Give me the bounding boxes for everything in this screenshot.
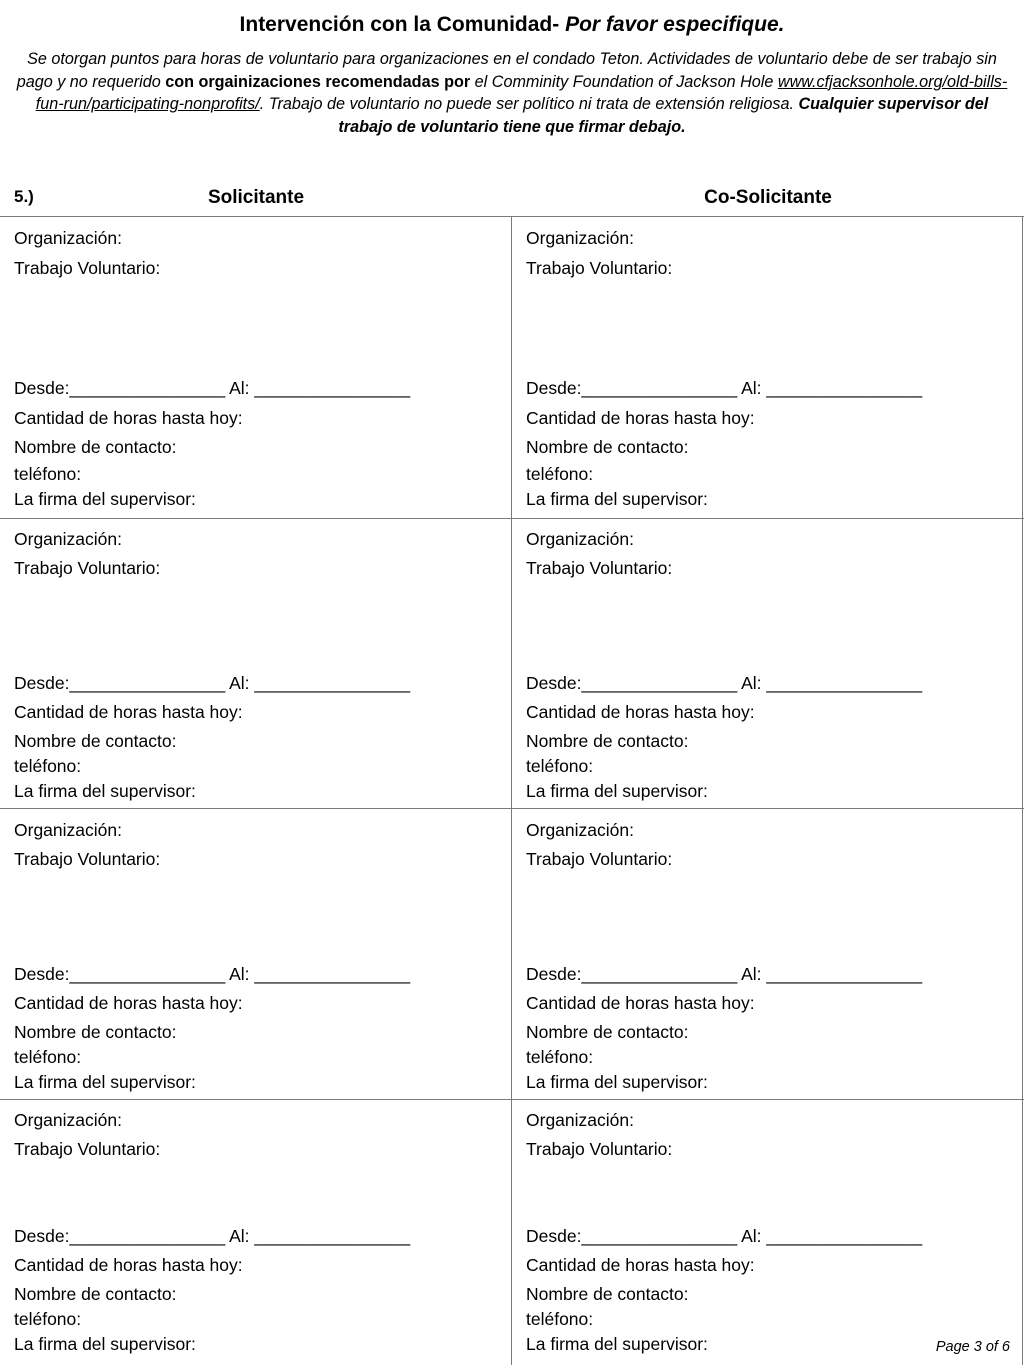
intro-bold-1: con orgainizaciones recomendadas por: [165, 72, 471, 91]
page-title: [0, 12, 1024, 38]
table-right-border: [1022, 216, 1023, 1365]
table-top-border: [0, 216, 1024, 217]
organization-field[interactable]: Organización:: [14, 1110, 122, 1130]
contact-name-field[interactable]: Nombre de contacto:: [526, 1284, 689, 1304]
volunteer-work-field[interactable]: Trabajo Voluntario:: [14, 558, 161, 578]
organization-field[interactable]: Organización:: [14, 820, 122, 840]
organization-field[interactable]: Organización:: [526, 820, 634, 840]
contact-name-field[interactable]: Nombre de contacto:: [14, 731, 177, 751]
hours-field[interactable]: Cantidad de horas hasta hoy:: [526, 702, 755, 722]
hours-field[interactable]: Cantidad de horas hasta hoy:: [526, 408, 755, 428]
phone-field[interactable]: teléfono:: [14, 464, 82, 484]
title-main: Intervención con la Comunidad-: [239, 13, 566, 36]
phone-field[interactable]: teléfono:: [526, 756, 594, 776]
hours-field[interactable]: Cantidad de horas hasta hoy:: [526, 993, 755, 1013]
signature-field[interactable]: La firma del supervisor:: [14, 489, 196, 509]
row-divider: [0, 1099, 1024, 1100]
contact-name-field[interactable]: Nombre de contacto:: [526, 731, 689, 751]
contact-name-field[interactable]: Nombre de contacto:: [14, 1284, 177, 1304]
volunteer-work-field[interactable]: Trabajo Voluntario:: [526, 849, 673, 869]
column-header-applicant: Solicitante: [207, 187, 305, 208]
volunteer-work-field[interactable]: Trabajo Voluntario:: [14, 1139, 161, 1159]
phone-field[interactable]: teléfono:: [14, 1309, 82, 1329]
phone-field[interactable]: teléfono:: [526, 1047, 594, 1067]
contact-name-field[interactable]: Nombre de contacto:: [14, 1022, 177, 1042]
volunteer-work-field[interactable]: Trabajo Voluntario:: [526, 1139, 673, 1159]
phone-field[interactable]: teléfono:: [14, 756, 82, 776]
date-range-field[interactable]: Desde:________________ Al: ________________: [526, 378, 923, 398]
section-number: 5.): [14, 187, 34, 206]
intro-bold-2: Cualquier supervisor del trabajo de voluntario tiene que firmar debajo.: [338, 95, 989, 136]
hours-field[interactable]: Cantidad de horas hasta hoy:: [14, 408, 243, 428]
page-number: Page 3 of 6: [935, 1339, 1010, 1355]
date-range-field[interactable]: Desde:________________ Al: ________________: [526, 964, 923, 984]
contact-name-field[interactable]: Nombre de contacto:: [14, 437, 177, 457]
row-divider: [0, 518, 1024, 519]
phone-field[interactable]: teléfono:: [526, 1309, 594, 1329]
contact-name-field[interactable]: Nombre de contacto:: [526, 437, 689, 457]
volunteer-work-field[interactable]: Trabajo Voluntario:: [14, 258, 161, 278]
organization-field[interactable]: Organización:: [526, 228, 634, 248]
volunteer-work-field[interactable]: Trabajo Voluntario:: [526, 258, 673, 278]
date-range-field[interactable]: Desde:________________ Al: ________________: [14, 378, 411, 398]
signature-field[interactable]: La firma del supervisor:: [526, 1072, 708, 1092]
intro-text-1: Se otorgan puntos para horas de voluntario para organizaciones en el condado Teton. Actividades de voluntario debe de ser trabajo sin pago y no requerido: [16, 50, 997, 91]
date-range-field[interactable]: Desde:________________ Al: ________________: [526, 1226, 923, 1246]
volunteer-work-field[interactable]: Trabajo Voluntario:: [526, 558, 673, 578]
volunteer-work-field[interactable]: Trabajo Voluntario:: [14, 849, 161, 869]
date-range-field[interactable]: Desde:________________ Al: ________________: [14, 1226, 411, 1246]
title-emphasis: Por favor especifique.: [565, 13, 785, 36]
phone-field[interactable]: teléfono:: [14, 1047, 82, 1067]
date-range-field[interactable]: Desde:________________ Al: ________________: [14, 964, 411, 984]
signature-field[interactable]: La firma del supervisor:: [14, 1072, 196, 1092]
hours-field[interactable]: Cantidad de horas hasta hoy:: [14, 1255, 243, 1275]
row-divider: [0, 808, 1024, 809]
organization-field[interactable]: Organización:: [526, 1110, 634, 1130]
contact-name-field[interactable]: Nombre de contacto:: [526, 1022, 689, 1042]
phone-field[interactable]: teléfono:: [526, 464, 594, 484]
hours-field[interactable]: Cantidad de horas hasta hoy:: [14, 702, 243, 722]
organization-field[interactable]: Organización:: [526, 529, 634, 549]
intro-text-3: . Trabajo de voluntario no puede ser político ni trata de extensión religiosa.: [259, 95, 799, 113]
signature-field[interactable]: La firma del supervisor:: [14, 1334, 196, 1354]
signature-field[interactable]: La firma del supervisor:: [526, 781, 708, 801]
signature-field[interactable]: La firma del supervisor:: [14, 781, 196, 801]
column-divider: [511, 216, 512, 1365]
date-range-field[interactable]: Desde:________________ Al: ________________: [14, 673, 411, 693]
intro-text-2: el Comminity Foundation of Jackson Hole: [470, 72, 778, 91]
signature-field[interactable]: La firma del supervisor:: [526, 1334, 708, 1354]
date-range-field[interactable]: Desde:________________ Al: ________________: [526, 673, 923, 693]
intro-paragraph: [14, 48, 1010, 138]
organization-field[interactable]: Organización:: [14, 228, 122, 248]
hours-field[interactable]: Cantidad de horas hasta hoy:: [526, 1255, 755, 1275]
column-header-coapplicant: Co-Solicitante: [704, 187, 832, 208]
hours-field[interactable]: Cantidad de horas hasta hoy:: [14, 993, 243, 1013]
nonprofits-link[interactable]: www.cfjacksonhole.org/old-bills-fun-run/participating-nonprofits/: [35, 72, 1008, 113]
signature-field[interactable]: La firma del supervisor:: [526, 489, 708, 509]
organization-field[interactable]: Organización:: [14, 529, 122, 549]
